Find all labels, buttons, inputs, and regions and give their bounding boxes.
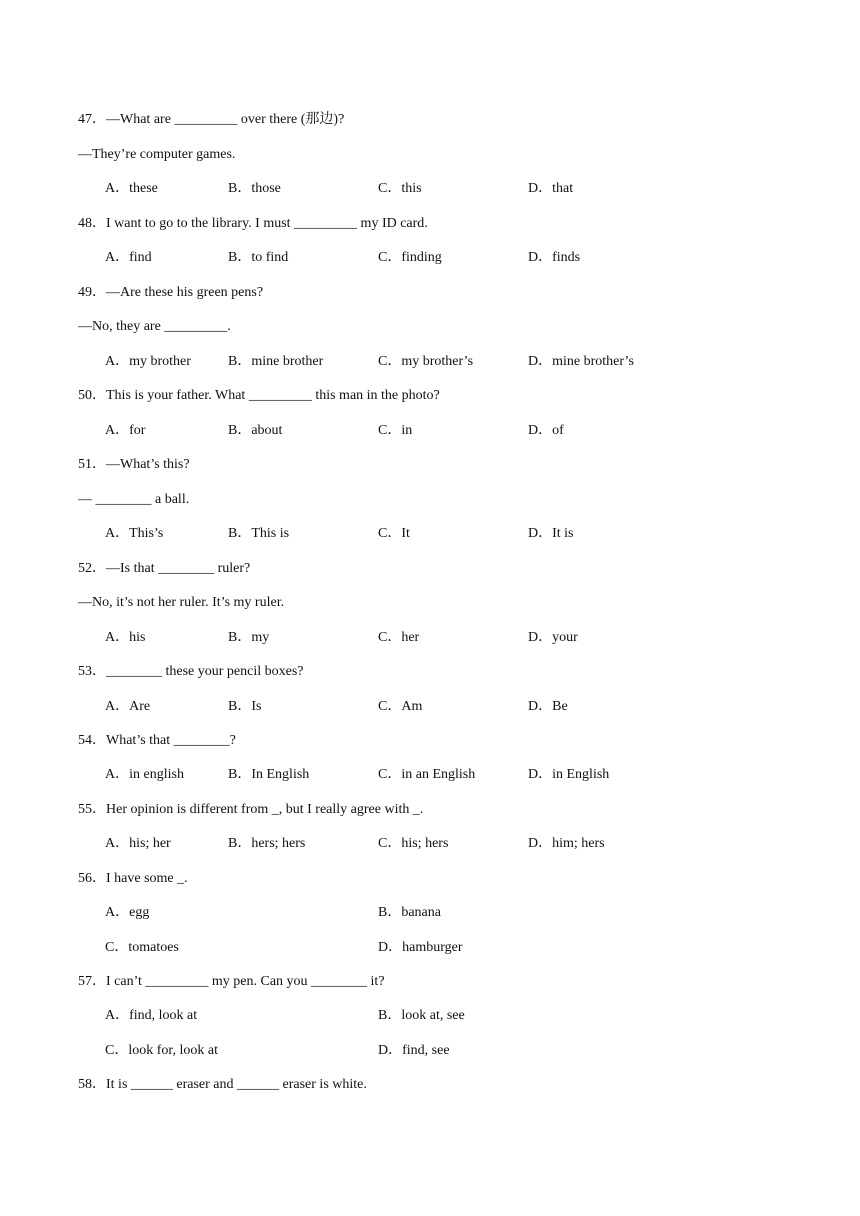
- question-48-stem: 48．I want to go to the library. I must _________ my ID card.: [78, 216, 428, 231]
- option-d[interactable]: D．It is: [528, 526, 574, 541]
- question-54-options: [105, 766, 745, 784]
- option-c[interactable]: C．tomatoes: [105, 940, 179, 955]
- question-56-options-row-2: [105, 939, 745, 957]
- option-c[interactable]: C．in an English: [378, 767, 476, 782]
- question-57-options-row-1: [105, 1007, 745, 1025]
- option-b[interactable]: B．my: [228, 630, 270, 645]
- question-48-options: [105, 249, 745, 267]
- option-b[interactable]: B．about: [228, 423, 283, 438]
- option-d[interactable]: D．your: [528, 630, 578, 645]
- question-50-stem: 50．This is your father. What _________ this man in the photo?: [78, 388, 440, 403]
- option-d[interactable]: D．hamburger: [378, 940, 463, 955]
- option-c[interactable]: C．in: [378, 423, 413, 438]
- question-51-reply: — ________ a ball.: [78, 492, 190, 507]
- option-c[interactable]: C．this: [378, 181, 422, 196]
- option-a[interactable]: A．find, look at: [105, 1008, 198, 1023]
- question-56-options-row-1: [105, 904, 745, 922]
- question-54-stem: 54．What’s that ________?: [78, 733, 236, 748]
- question-53-options: [105, 698, 745, 716]
- option-b[interactable]: B．mine brother: [228, 354, 324, 369]
- option-a[interactable]: A．these: [105, 181, 158, 196]
- question-52-reply: —No, it’s not her ruler. It’s my ruler.: [78, 595, 285, 610]
- question-47-reply: —They’re computer games.: [78, 147, 236, 162]
- option-c[interactable]: C．her: [378, 630, 420, 645]
- question-52-options: [105, 629, 745, 647]
- question-57-options-row-2: [105, 1042, 745, 1060]
- option-b[interactable]: B．In English: [228, 767, 310, 782]
- question-50-options: [105, 422, 745, 440]
- option-a[interactable]: A．for: [105, 423, 146, 438]
- question-51-options: [105, 525, 745, 543]
- question-52-stem: 52．—Is that ________ ruler?: [78, 561, 251, 576]
- option-d[interactable]: D．him; hers: [528, 836, 605, 851]
- option-b[interactable]: B．banana: [378, 905, 441, 920]
- option-b[interactable]: B．to find: [228, 250, 289, 265]
- option-b[interactable]: B．This is: [228, 526, 290, 541]
- option-a[interactable]: A．egg: [105, 905, 150, 920]
- question-47-options: [105, 180, 745, 198]
- option-a[interactable]: A．his; her: [105, 836, 171, 851]
- option-a[interactable]: A．my brother: [105, 354, 191, 369]
- question-58-stem: 58．It is ______ eraser and ______ eraser is white.: [78, 1077, 367, 1092]
- option-c[interactable]: C．his; hers: [378, 836, 449, 851]
- question-51-stem: 51．—What’s this?: [78, 457, 190, 472]
- option-a[interactable]: A．This’s: [105, 526, 164, 541]
- option-a[interactable]: A．his: [105, 630, 146, 645]
- option-a[interactable]: A．find: [105, 250, 152, 265]
- option-b[interactable]: B．hers; hers: [228, 836, 306, 851]
- option-d[interactable]: D．finds: [528, 250, 581, 265]
- option-d[interactable]: D．that: [528, 181, 574, 196]
- question-53-stem: 53．________ these your pencil boxes?: [78, 664, 304, 679]
- option-d[interactable]: D．find, see: [378, 1043, 450, 1058]
- question-56-stem: 56．I have some _.: [78, 871, 188, 886]
- option-c[interactable]: C．my brother’s: [378, 354, 474, 369]
- option-d[interactable]: D．of: [528, 423, 564, 438]
- option-c[interactable]: C．look for, look at: [105, 1043, 218, 1058]
- option-a[interactable]: A．Are: [105, 699, 151, 714]
- option-c[interactable]: C．It: [378, 526, 410, 541]
- question-47-stem: 47．—What are _________ over there (那边)?: [78, 112, 345, 127]
- option-d[interactable]: D．Be: [528, 699, 568, 714]
- option-b[interactable]: B．Is: [228, 699, 262, 714]
- question-49-options: [105, 353, 745, 371]
- question-49-reply: —No, they are _________.: [78, 319, 231, 334]
- option-b[interactable]: B．those: [228, 181, 281, 196]
- option-c[interactable]: C．Am: [378, 699, 423, 714]
- option-c[interactable]: C．finding: [378, 250, 442, 265]
- option-d[interactable]: D．in English: [528, 767, 610, 782]
- option-a[interactable]: A．in english: [105, 767, 184, 782]
- question-55-options: [105, 835, 745, 853]
- question-49-stem: 49．—Are these his green pens?: [78, 285, 264, 300]
- question-55-stem: 55．Her opinion is different from _, but I really agree with _.: [78, 802, 424, 817]
- option-b[interactable]: B．look at, see: [378, 1008, 465, 1023]
- option-d[interactable]: D．mine brother’s: [528, 354, 634, 369]
- question-57-stem: 57．I can’t _________ my pen. Can you ________ it?: [78, 974, 385, 989]
